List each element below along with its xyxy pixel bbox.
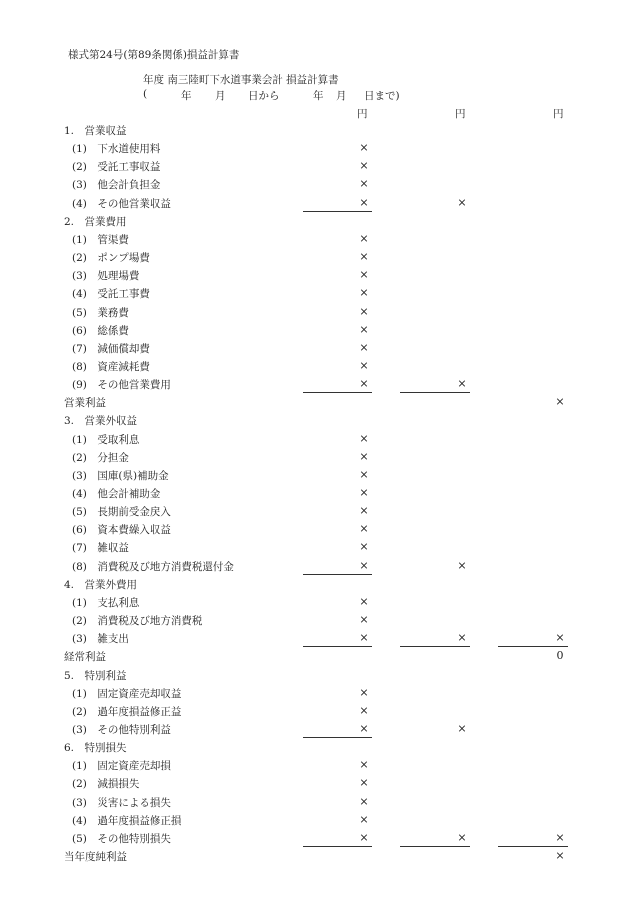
amount-cell: × — [359, 377, 369, 391]
statement-row — [0, 248, 630, 266]
row-label: (2) 消費税及び地方消費税 — [72, 615, 203, 628]
amount-cell: × — [359, 286, 369, 300]
row-label: (3) 国庫(県)補助金 — [72, 469, 169, 482]
amount-cell: × — [359, 721, 369, 735]
statement-row — [0, 611, 630, 629]
row-label: (9) その他営業費用 — [72, 379, 171, 392]
period-year-to: 年 — [313, 90, 324, 102]
statement-row — [0, 484, 630, 502]
statement-row — [0, 175, 630, 193]
amount-cell: × — [457, 830, 467, 844]
statement-row — [0, 720, 630, 738]
row-label: 当年度純利益 — [64, 851, 127, 863]
statement-row — [0, 593, 630, 611]
row-label: 2. 営業費用 — [64, 215, 127, 228]
statement-row — [0, 121, 630, 139]
statement-row — [0, 575, 630, 593]
amount-cell: × — [457, 721, 467, 735]
amount-cell: × — [359, 268, 369, 282]
period-month-from: 月 — [215, 90, 226, 102]
statement-row — [0, 230, 630, 248]
row-label: (5) その他特別損失 — [72, 832, 171, 845]
amount-cell: × — [457, 377, 467, 391]
row-label: (3) その他特別利益 — [72, 723, 171, 736]
statement-row — [0, 502, 630, 520]
amount-cell: × — [359, 594, 369, 608]
statement-row — [0, 666, 630, 684]
statement-row — [0, 357, 630, 375]
row-label: 営業利益 — [64, 397, 106, 410]
amount-cell: × — [555, 830, 565, 844]
statement-row — [0, 847, 630, 865]
statement-row — [0, 793, 630, 811]
statement-row — [0, 538, 630, 556]
row-label: (2) 過年度損益修正益 — [72, 705, 182, 718]
form-number: 様式第24号(第89条関係)損益計算書 — [68, 49, 240, 61]
row-label: (1) 固定資産売却損 — [72, 760, 171, 773]
row-label: 6. 特別損失 — [64, 742, 127, 755]
amount-cell: × — [359, 522, 369, 536]
statement-row — [0, 430, 630, 448]
row-label: (7) 雑収益 — [72, 542, 129, 555]
row-label: (1) 受取利息 — [72, 433, 140, 446]
amount-cell: × — [555, 849, 565, 862]
row-label: (3) 処理場費 — [72, 270, 140, 283]
row-label: (3) 他会計負担金 — [72, 179, 161, 192]
row-label: (2) ポンプ場費 — [72, 252, 150, 265]
amount-cell: × — [359, 322, 369, 336]
row-label: (1) 支払利息 — [72, 596, 140, 609]
amount-cell: × — [359, 776, 369, 790]
statement-row — [0, 194, 630, 212]
statement-row — [0, 321, 630, 339]
row-label: 4. 営業外費用 — [64, 578, 138, 591]
row-label: (8) 消費税及び地方消費税還付金 — [72, 560, 234, 573]
row-label: (6) 総係費 — [72, 324, 129, 337]
period-open-paren: ( — [143, 88, 148, 100]
row-label: (5) 長期前受金戻入 — [72, 506, 171, 519]
statement-row — [0, 375, 630, 393]
amount-cell: × — [359, 195, 369, 209]
row-label: (7) 減価償却費 — [72, 342, 150, 355]
statement-row — [0, 829, 630, 847]
amount-cell: × — [359, 703, 369, 717]
statement-row — [0, 738, 630, 756]
statement-row — [0, 212, 630, 230]
amount-cell: × — [359, 613, 369, 627]
period-day-to: 日まで) — [364, 90, 400, 102]
statement-row — [0, 266, 630, 284]
amount-cell: × — [359, 449, 369, 463]
amount-cell: × — [359, 177, 369, 191]
amount-cell: × — [359, 486, 369, 499]
row-label: 3. 営業外収益 — [64, 415, 138, 428]
amount-cell: × — [359, 358, 369, 372]
statement-row — [0, 774, 630, 792]
statement-row — [0, 629, 630, 647]
period-month-to: 月 — [336, 90, 347, 102]
amount-cell: × — [359, 758, 369, 772]
statement-row — [0, 157, 630, 175]
amount-cell: × — [359, 231, 369, 245]
unit-label-col3: 円 — [553, 108, 564, 120]
statement-title: 年度 南三陸町下水道事業会計 損益計算書 — [143, 74, 339, 86]
row-label: (5) 業務費 — [72, 306, 129, 319]
row-label: 5. 特別利益 — [64, 669, 127, 682]
row-label: (6) 資本費繰入収益 — [72, 524, 171, 537]
statement-row — [0, 339, 630, 357]
row-label: (3) 災害による損失 — [72, 796, 171, 809]
amount-cell: × — [359, 467, 369, 481]
row-label: (4) 受託工事費 — [72, 288, 150, 301]
amount-cell: × — [457, 195, 467, 209]
statement-row — [0, 393, 630, 411]
amount-cell: × — [359, 504, 369, 518]
amount-cell: × — [457, 558, 467, 572]
amount-cell: × — [359, 685, 369, 699]
statement-row — [0, 647, 630, 665]
statement-row — [0, 466, 630, 484]
statement-row — [0, 702, 630, 720]
statement-row — [0, 411, 630, 429]
amount-cell: × — [555, 631, 565, 645]
amount-cell: × — [457, 631, 467, 645]
row-label: (3) 雑支出 — [72, 633, 129, 646]
amount-cell: × — [555, 395, 565, 409]
statement-row — [0, 520, 630, 538]
amount-cell: × — [359, 794, 369, 808]
row-label: (1) 管渠費 — [72, 233, 129, 246]
amount-cell: × — [359, 304, 369, 318]
amount-cell: × — [359, 141, 369, 155]
row-label: (1) 固定資産売却収益 — [72, 687, 182, 700]
amount-cell: × — [359, 812, 369, 826]
row-label: (2) 減損損失 — [72, 778, 140, 791]
statement-row — [0, 139, 630, 157]
amount-cell: × — [359, 558, 369, 572]
row-label: (4) 過年度損益修正損 — [72, 814, 182, 827]
statement-row — [0, 448, 630, 466]
row-label: (4) 他会計補助金 — [72, 488, 161, 500]
row-label: 1. 営業収益 — [64, 125, 127, 137]
row-label: (4) その他営業収益 — [72, 197, 171, 210]
statement-row — [0, 684, 630, 702]
amount-cell: × — [359, 159, 369, 173]
row-label: 経常利益 — [64, 651, 106, 664]
period-day-from: 日から — [248, 90, 280, 102]
row-label: (1) 下水道使用料 — [72, 143, 161, 156]
amount-cell: × — [359, 250, 369, 264]
statement-row — [0, 811, 630, 829]
amount-cell: × — [359, 631, 369, 645]
unit-label-col1: 円 — [357, 108, 368, 120]
row-label: (2) 分担金 — [72, 451, 129, 464]
period-year-from: 年 — [181, 90, 192, 102]
amount-cell: × — [359, 340, 369, 354]
row-label: (8) 資産減耗費 — [72, 360, 150, 373]
amount-cell: × — [359, 830, 369, 844]
amount-cell: 0 — [556, 649, 564, 663]
statement-row — [0, 756, 630, 774]
statement-row — [0, 303, 630, 321]
statement-row — [0, 557, 630, 575]
unit-label-col2: 円 — [455, 108, 466, 120]
amount-cell: × — [359, 540, 369, 554]
row-label: (2) 受託工事収益 — [72, 161, 161, 174]
amount-cell: × — [359, 431, 369, 445]
period-line — [143, 88, 403, 102]
statement-row — [0, 284, 630, 302]
